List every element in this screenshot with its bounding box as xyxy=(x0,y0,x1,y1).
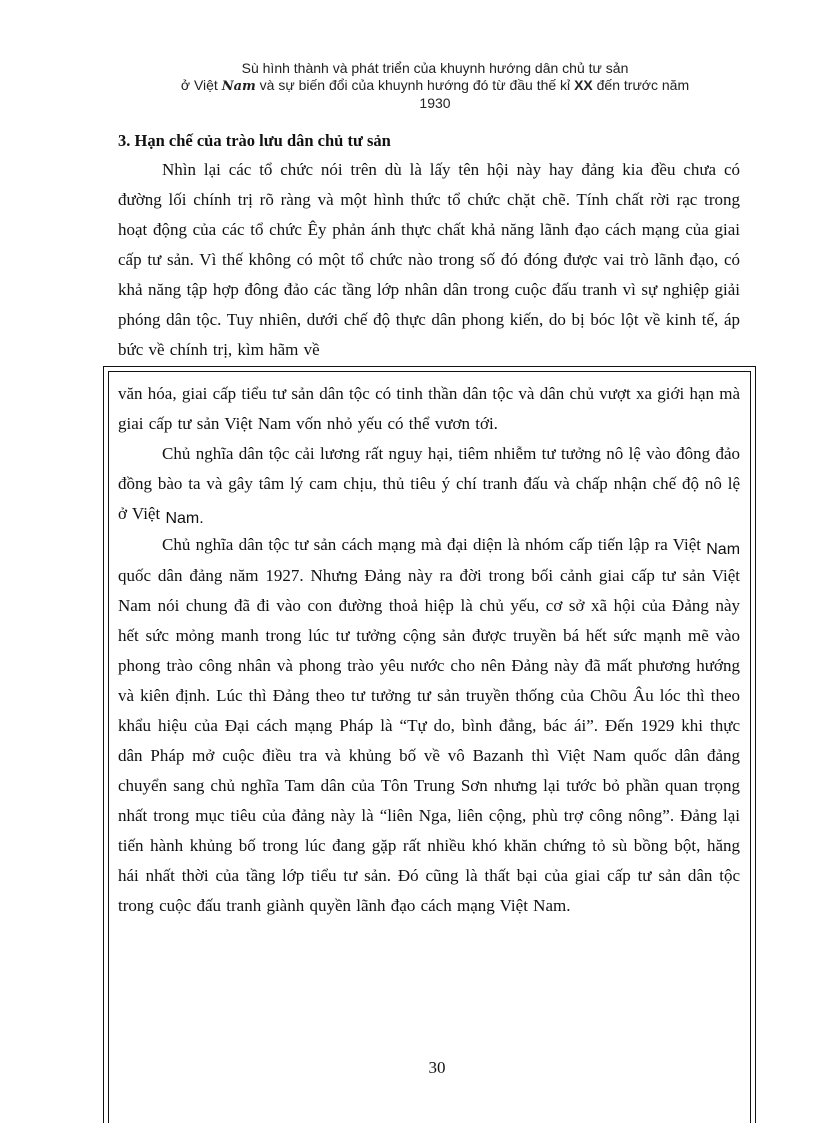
header-line-1: Sù hình thành và phát triển của khuynh hướng dân chủ tư sản xyxy=(241,60,629,76)
page-border-outer-left xyxy=(103,366,104,1123)
paragraph-2 xyxy=(118,439,740,530)
page-border-inner-top xyxy=(108,371,750,372)
paragraph-3-start: Chủ nghĩa dân tộc tư sản cách mạng mà đại diện là nhóm cấp tiến lập ra Việt xyxy=(162,535,707,554)
paragraph-3-rest: quốc dân đảng năm 1927. Nhưng Đảng này ra đời trong bối cảnh giai cấp tư sản Việt Nam nói chung đã đi vào con đường thoả hiệp là chủ yếu, cơ sở xã hội của Đảng này hết sức mỏng manh trong lúc tư tưởng cộng sản được truyền bá hết sức mạnh mẽ vào phong trào công nhân và phong trào yêu nước cho nên Đảng này đã mất phương hướng và kiên định. Lúc thì Đảng theo tư tưởng tư sản truyền thống của Chõu Âu lóc thì theo khẩu hiệu của Đại cách mạng Pháp là “Tự do, bình đẳng, bác ái”. Đến 1929 khi thực dân Pháp mở cuộc điều tra và khủng bố về vô Bazanh thì Việt Nam quốc dân đảng chuyển sang chủ nghĩa Tam dân của Tôn Trung Sơn nhưng lại tước bỏ phần quan trọng nhất trong mục tiêu của đảng này là “liên Nga, liên cộng, phù trợ công nông”. Đảng lại tiến hành khủng bố trong lúc đang gặp rất nhiều khó khăn chứng tỏ sù bồng bột, hăng hái nhất thời của tầng lớp tiểu tư sản. Đó cũng là thất bại của giai cấp tư sản dân tộc trong cuộc đấu tranh giành quyền lãnh đạo cách mạng Việt Nam. xyxy=(118,566,740,915)
page-border-inner-right xyxy=(750,371,751,1123)
header-line-2-end: đến trước năm xyxy=(592,77,690,93)
page-number: 30 xyxy=(428,1058,446,1077)
paragraph-3-nam: Nam xyxy=(706,541,741,558)
page-border-outer-right xyxy=(755,366,756,1123)
header-line-2-middle: và sự biến đổi của khuynh hướng đó từ đầu thế kỉ xyxy=(255,77,575,93)
header-script-nam: Nam xyxy=(221,79,256,94)
running-header xyxy=(120,60,750,112)
page-border-inner-left xyxy=(108,371,109,1123)
paragraph-2-text: Chủ nghĩa dân tộc cải lương rất nguy hại, tiêm nhiễm tư tưởng nô lệ vào đông đảo đồng bào ta và gây tâm lý cam chịu, thủ tiêu ý chí tranh đấu và chấp nhận chế độ nô lệ ở Việt xyxy=(118,444,740,523)
header-line-2-start: ở Việt xyxy=(180,77,222,93)
header-century: XX xyxy=(574,77,593,93)
paragraph-1: Nhìn lại các tổ chức nói trên dù là lấy tên hội này hay đảng kia đều chưa có đường lối chính trị rõ ràng và một hình thức tổ chức chặt chẽ. Tính chất rời rạc trong hoạt động của các tổ chức Êy phản ánh thực chất khả năng lãnh đạo cách mạng của giai cấp tư sản. Vì thế không có một tổ chức nào trong số đó đóng được vai trò lãnh đạo, có khả năng tập hợp đông đảo các tầng lớp nhân dân trong cuộc đấu tranh vì sự nghiệp giải phóng dân tộc. Tuy nhiên, dưới chế độ thực dân phong kiến, do bị bóc lột về kinh tế, áp bức về chính trị, kìm hãm về xyxy=(118,160,740,359)
section-title: 3. Hạn chế của trào lưu dân chủ tư sản xyxy=(118,131,391,150)
body-text-block xyxy=(118,379,740,921)
paragraph-3 xyxy=(118,530,740,921)
paragraph-1-continued: văn hóa, giai cấp tiểu tư sản dân tộc có tinh thần dân tộc và dân chủ vượt xa giới hạn mà giai cấp tư sản Việt Nam vốn nhỏ yếu có thể vươn tới. xyxy=(118,384,741,433)
header-line-2 xyxy=(120,77,750,95)
header-line-3: 1930 xyxy=(419,95,451,111)
paragraph-2-nam: Nam. xyxy=(165,510,204,527)
page-border-outer-top xyxy=(103,366,755,367)
